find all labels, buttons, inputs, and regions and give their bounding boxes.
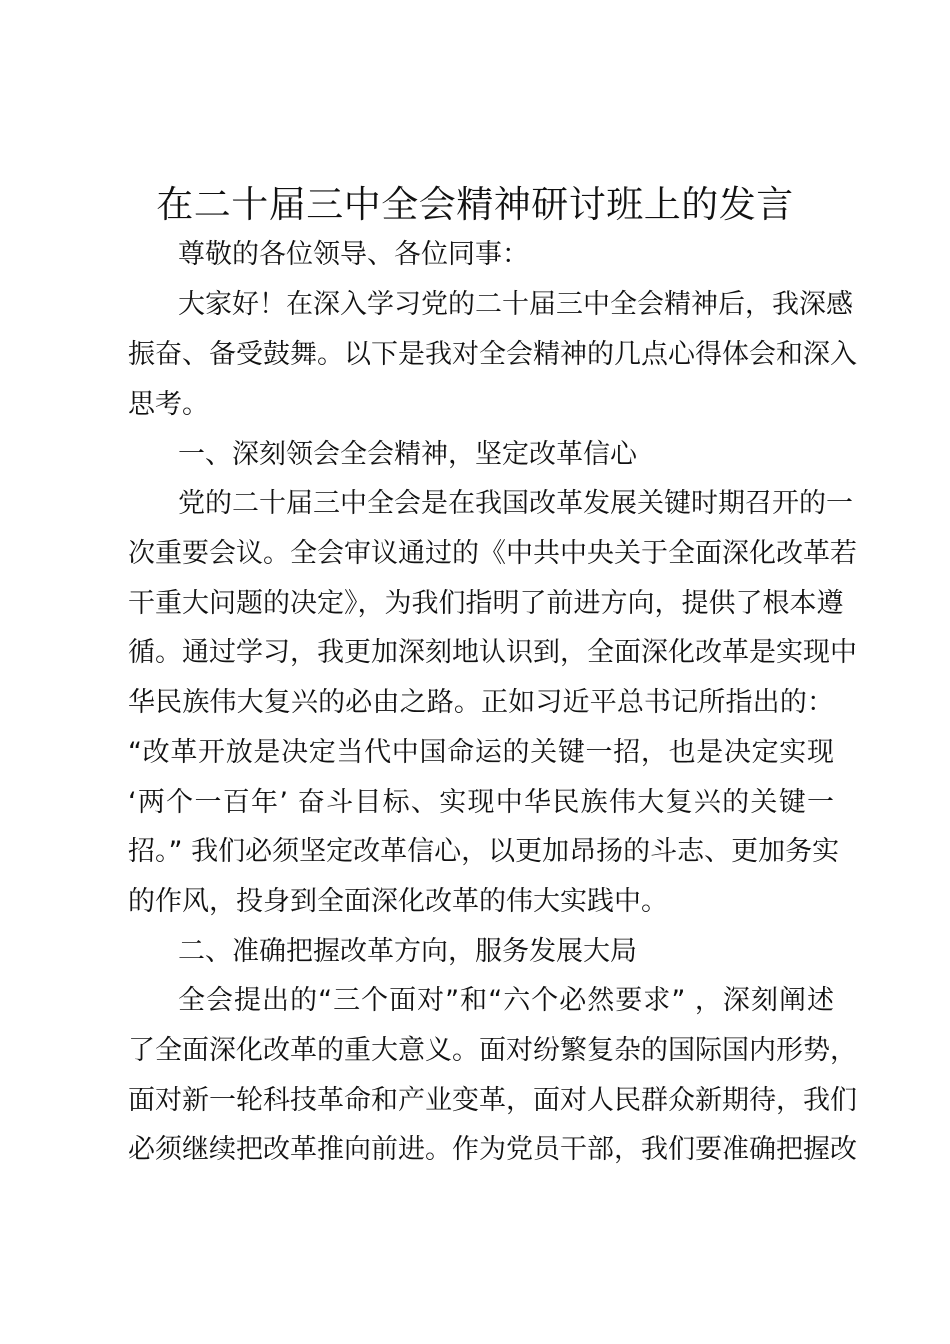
paragraph-line: 全会提出的“三个面对”和“六个必然要求” ，深刻阐述 [178,985,834,1016]
paragraph-line: 招。” 我们必须坚定改革信心，以更加昂扬的斗志、更加务实 [128,836,840,867]
paragraph-line: 循。通过学习，我更加深刻地认识到，全面深化改革是实现中 [128,637,857,668]
salutation-line: 尊敬的各位领导、各位同事： [178,239,529,270]
paragraph-line: 必须继续把改革推向前进。作为党员干部，我们要准确把握改 [128,1134,857,1165]
paragraph-line: 华民族伟大复兴的必由之路。正如习近平总书记所指出的： [128,687,834,718]
paragraph-line: “改革开放是决定当代中国命运的关键一招，也是决定实现 [128,737,834,768]
section-heading: 一、深刻领会全会精神，坚定改革信心 [178,439,637,470]
paragraph-line: 了全面深化改革的重大意义。面对纷繁复杂的国际国内形势， [128,1035,857,1066]
paragraph-line: 的作风，投身到全面深化改革的伟大实践中。 [128,886,668,917]
paragraph-line: 次重要会议。全会审议通过的《中共中央关于全面深化改革若 [128,538,857,569]
paragraph-line: 党的二十届三中全会是在我国改革发展关键时期召开的一 [178,488,853,519]
paragraph-line: ‘两个一百年’ 奋斗目标、实现中华民族伟大复兴的关键一 [128,787,834,818]
section-heading: 二、准确把握改革方向，服务发展大局 [178,936,637,967]
paragraph-line: 思考。 [128,389,209,420]
page-title: 在二十届三中全会精神研讨班上的发言 [156,183,794,226]
paragraph-line: 面对新一轮科技革命和产业变革，面对人民群众新期待，我们 [128,1085,857,1116]
paragraph-line: 大家好！在深入学习党的二十届三中全会精神后，我深感 [178,289,853,320]
paragraph-line: 干重大问题的决定》，为我们指明了前进方向，提供了根本遵 [128,588,844,619]
paragraph-line: 振奋、备受鼓舞。以下是我对全会精神的几点心得体会和深入 [128,339,857,370]
